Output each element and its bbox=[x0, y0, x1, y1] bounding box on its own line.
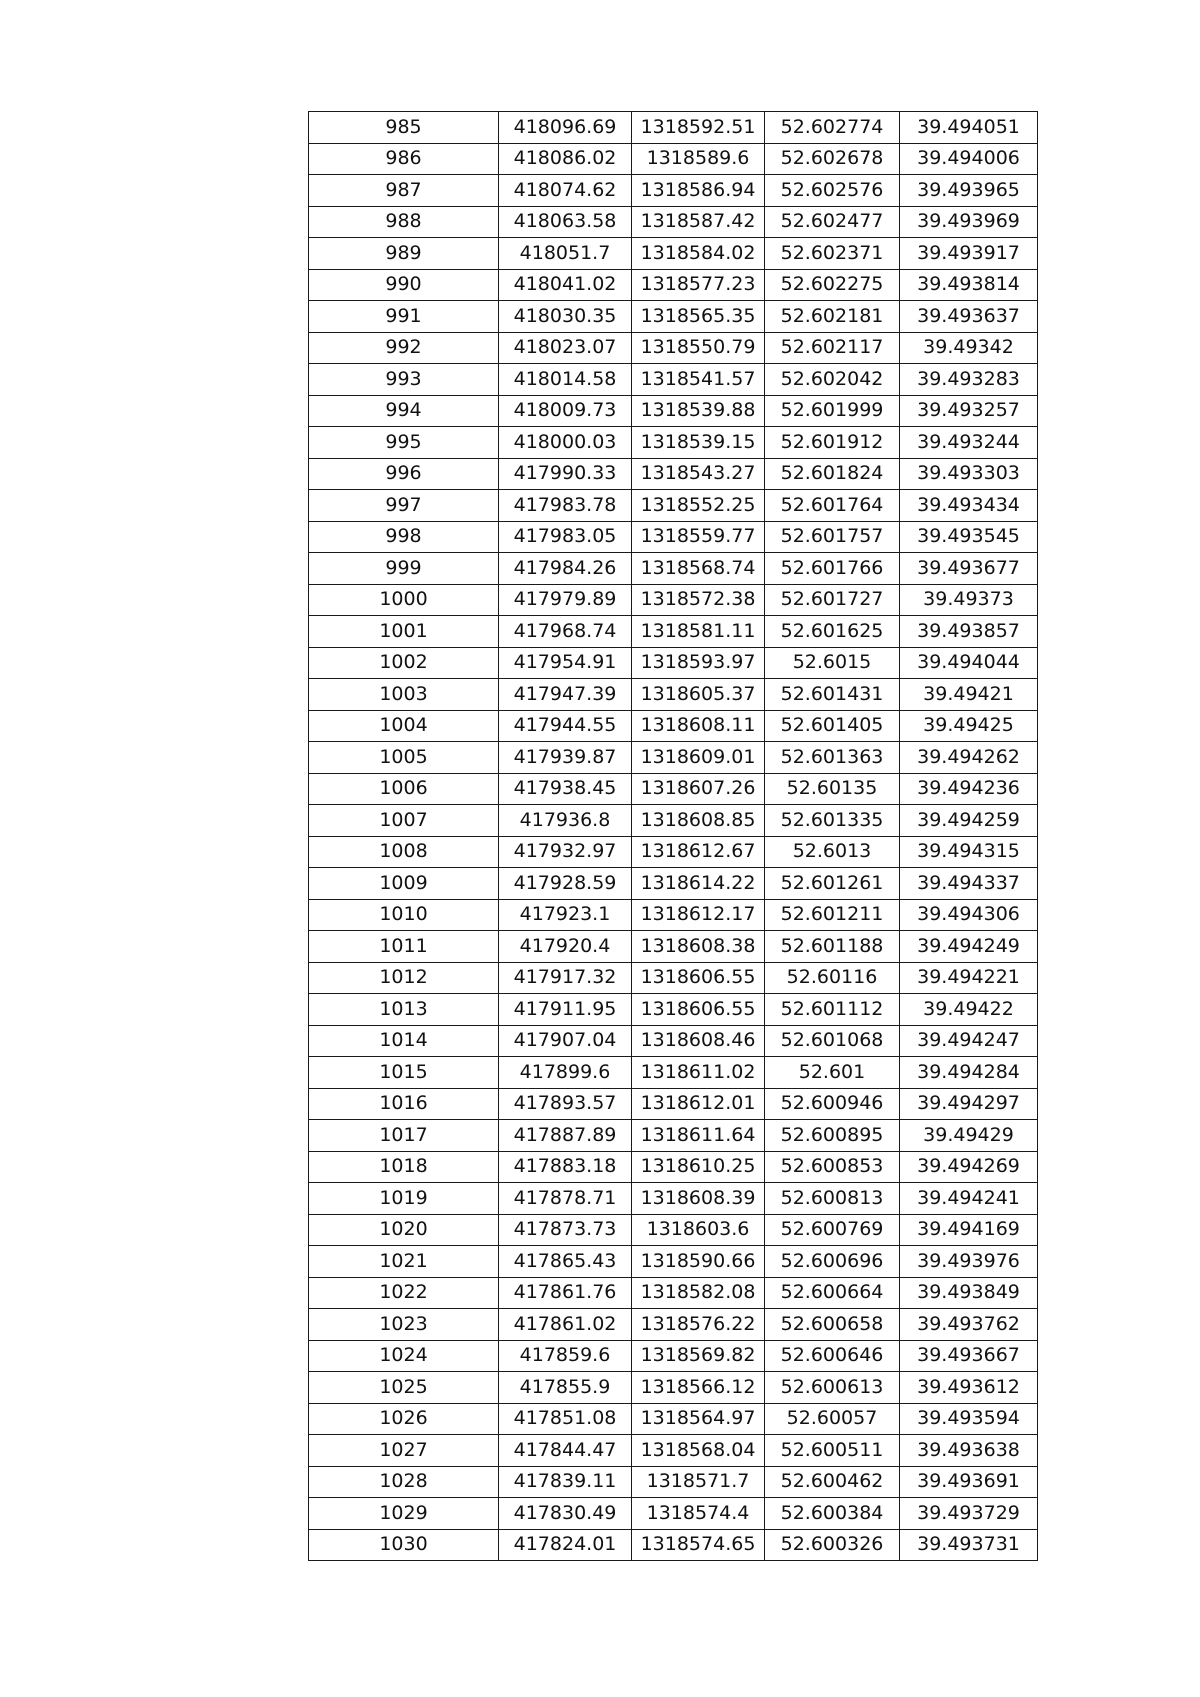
y-coordinate-cell: 1318581.11 bbox=[632, 616, 765, 648]
longitude-cell: 39.493545 bbox=[900, 521, 1038, 553]
y-coordinate-cell: 1318608.11 bbox=[632, 710, 765, 742]
point-number-cell: 990 bbox=[309, 269, 499, 301]
longitude-cell: 39.493969 bbox=[900, 206, 1038, 238]
longitude-cell: 39.494236 bbox=[900, 773, 1038, 805]
longitude-cell: 39.494221 bbox=[900, 962, 1038, 994]
point-number-cell: 991 bbox=[309, 301, 499, 333]
y-coordinate-cell: 1318608.38 bbox=[632, 931, 765, 963]
latitude-cell: 52.600853 bbox=[765, 1151, 900, 1183]
y-coordinate-cell: 1318568.74 bbox=[632, 553, 765, 585]
table-row bbox=[309, 206, 1038, 238]
y-coordinate-cell: 1318589.6 bbox=[632, 143, 765, 175]
x-coordinate-cell: 418086.02 bbox=[499, 143, 632, 175]
y-coordinate-cell: 1318606.55 bbox=[632, 994, 765, 1026]
longitude-cell: 39.494269 bbox=[900, 1151, 1038, 1183]
point-number-cell: 1020 bbox=[309, 1214, 499, 1246]
x-coordinate-cell: 417979.89 bbox=[499, 584, 632, 616]
longitude-cell: 39.493691 bbox=[900, 1466, 1038, 1498]
longitude-cell: 39.493677 bbox=[900, 553, 1038, 585]
point-number-cell: 1006 bbox=[309, 773, 499, 805]
table-row bbox=[309, 647, 1038, 679]
x-coordinate-cell: 417861.02 bbox=[499, 1309, 632, 1341]
y-coordinate-cell: 1318590.66 bbox=[632, 1246, 765, 1278]
y-coordinate-cell: 1318576.22 bbox=[632, 1309, 765, 1341]
latitude-cell: 52.601 bbox=[765, 1057, 900, 1089]
table-row bbox=[309, 742, 1038, 774]
longitude-cell: 39.493612 bbox=[900, 1372, 1038, 1404]
point-number-cell: 1000 bbox=[309, 584, 499, 616]
y-coordinate-cell: 1318571.7 bbox=[632, 1466, 765, 1498]
latitude-cell: 52.601912 bbox=[765, 427, 900, 459]
x-coordinate-cell: 417923.1 bbox=[499, 899, 632, 931]
y-coordinate-cell: 1318612.17 bbox=[632, 899, 765, 931]
latitude-cell: 52.602774 bbox=[765, 112, 900, 144]
x-coordinate-cell: 418096.69 bbox=[499, 112, 632, 144]
table-row bbox=[309, 1151, 1038, 1183]
x-coordinate-cell: 417983.78 bbox=[499, 490, 632, 522]
y-coordinate-cell: 1318582.08 bbox=[632, 1277, 765, 1309]
table-row bbox=[309, 143, 1038, 175]
longitude-cell: 39.49373 bbox=[900, 584, 1038, 616]
x-coordinate-cell: 417907.04 bbox=[499, 1025, 632, 1057]
point-number-cell: 1002 bbox=[309, 647, 499, 679]
latitude-cell: 52.601112 bbox=[765, 994, 900, 1026]
longitude-cell: 39.493731 bbox=[900, 1529, 1038, 1561]
y-coordinate-cell: 1318539.15 bbox=[632, 427, 765, 459]
y-coordinate-cell: 1318603.6 bbox=[632, 1214, 765, 1246]
latitude-cell: 52.601188 bbox=[765, 931, 900, 963]
table-row bbox=[309, 1088, 1038, 1120]
longitude-cell: 39.49421 bbox=[900, 679, 1038, 711]
table-row bbox=[309, 1435, 1038, 1467]
y-coordinate-cell: 1318608.39 bbox=[632, 1183, 765, 1215]
longitude-cell: 39.494284 bbox=[900, 1057, 1038, 1089]
longitude-cell: 39.493638 bbox=[900, 1435, 1038, 1467]
longitude-cell: 39.493976 bbox=[900, 1246, 1038, 1278]
x-coordinate-cell: 417893.57 bbox=[499, 1088, 632, 1120]
longitude-cell: 39.493244 bbox=[900, 427, 1038, 459]
longitude-cell: 39.493762 bbox=[900, 1309, 1038, 1341]
y-coordinate-cell: 1318572.38 bbox=[632, 584, 765, 616]
coordinates-table bbox=[308, 111, 1038, 1561]
longitude-cell: 39.494044 bbox=[900, 647, 1038, 679]
longitude-cell: 39.493303 bbox=[900, 458, 1038, 490]
table-row bbox=[309, 238, 1038, 270]
latitude-cell: 52.601757 bbox=[765, 521, 900, 553]
x-coordinate-cell: 418009.73 bbox=[499, 395, 632, 427]
latitude-cell: 52.600813 bbox=[765, 1183, 900, 1215]
x-coordinate-cell: 417899.6 bbox=[499, 1057, 632, 1089]
point-number-cell: 1011 bbox=[309, 931, 499, 963]
table-row bbox=[309, 1466, 1038, 1498]
point-number-cell: 1027 bbox=[309, 1435, 499, 1467]
latitude-cell: 52.602477 bbox=[765, 206, 900, 238]
y-coordinate-cell: 1318550.79 bbox=[632, 332, 765, 364]
latitude-cell: 52.601625 bbox=[765, 616, 900, 648]
table-row bbox=[309, 364, 1038, 396]
longitude-cell: 39.494262 bbox=[900, 742, 1038, 774]
latitude-cell: 52.601999 bbox=[765, 395, 900, 427]
y-coordinate-cell: 1318577.23 bbox=[632, 269, 765, 301]
x-coordinate-cell: 417873.73 bbox=[499, 1214, 632, 1246]
longitude-cell: 39.494306 bbox=[900, 899, 1038, 931]
table-row bbox=[309, 1529, 1038, 1561]
latitude-cell: 52.600895 bbox=[765, 1120, 900, 1152]
point-number-cell: 1005 bbox=[309, 742, 499, 774]
longitude-cell: 39.49429 bbox=[900, 1120, 1038, 1152]
x-coordinate-cell: 417954.91 bbox=[499, 647, 632, 679]
table-row bbox=[309, 1340, 1038, 1372]
table-row bbox=[309, 931, 1038, 963]
point-number-cell: 1021 bbox=[309, 1246, 499, 1278]
latitude-cell: 52.6013 bbox=[765, 836, 900, 868]
latitude-cell: 52.602576 bbox=[765, 175, 900, 207]
x-coordinate-cell: 417936.8 bbox=[499, 805, 632, 837]
table-row bbox=[309, 269, 1038, 301]
point-number-cell: 1009 bbox=[309, 868, 499, 900]
x-coordinate-cell: 417990.33 bbox=[499, 458, 632, 490]
point-number-cell: 1023 bbox=[309, 1309, 499, 1341]
latitude-cell: 52.600658 bbox=[765, 1309, 900, 1341]
point-number-cell: 992 bbox=[309, 332, 499, 364]
table-row bbox=[309, 112, 1038, 144]
latitude-cell: 52.600462 bbox=[765, 1466, 900, 1498]
longitude-cell: 39.494337 bbox=[900, 868, 1038, 900]
longitude-cell: 39.494006 bbox=[900, 143, 1038, 175]
table-row bbox=[309, 332, 1038, 364]
point-number-cell: 1010 bbox=[309, 899, 499, 931]
table-row bbox=[309, 1183, 1038, 1215]
latitude-cell: 52.60057 bbox=[765, 1403, 900, 1435]
latitude-cell: 52.602042 bbox=[765, 364, 900, 396]
table-row bbox=[309, 1214, 1038, 1246]
longitude-cell: 39.493257 bbox=[900, 395, 1038, 427]
latitude-cell: 52.600646 bbox=[765, 1340, 900, 1372]
x-coordinate-cell: 417920.4 bbox=[499, 931, 632, 963]
table-row bbox=[309, 1277, 1038, 1309]
y-coordinate-cell: 1318587.42 bbox=[632, 206, 765, 238]
x-coordinate-cell: 417861.76 bbox=[499, 1277, 632, 1309]
x-coordinate-cell: 417865.43 bbox=[499, 1246, 632, 1278]
point-number-cell: 1001 bbox=[309, 616, 499, 648]
y-coordinate-cell: 1318586.94 bbox=[632, 175, 765, 207]
x-coordinate-cell: 417968.74 bbox=[499, 616, 632, 648]
x-coordinate-cell: 417939.87 bbox=[499, 742, 632, 774]
table-row bbox=[309, 1372, 1038, 1404]
point-number-cell: 996 bbox=[309, 458, 499, 490]
latitude-cell: 52.601727 bbox=[765, 584, 900, 616]
y-coordinate-cell: 1318605.37 bbox=[632, 679, 765, 711]
latitude-cell: 52.601766 bbox=[765, 553, 900, 585]
table-row bbox=[309, 899, 1038, 931]
latitude-cell: 52.60135 bbox=[765, 773, 900, 805]
y-coordinate-cell: 1318568.04 bbox=[632, 1435, 765, 1467]
table-row bbox=[309, 395, 1038, 427]
point-number-cell: 1017 bbox=[309, 1120, 499, 1152]
y-coordinate-cell: 1318543.27 bbox=[632, 458, 765, 490]
point-number-cell: 999 bbox=[309, 553, 499, 585]
longitude-cell: 39.494249 bbox=[900, 931, 1038, 963]
y-coordinate-cell: 1318569.82 bbox=[632, 1340, 765, 1372]
longitude-cell: 39.494297 bbox=[900, 1088, 1038, 1120]
x-coordinate-cell: 417844.47 bbox=[499, 1435, 632, 1467]
x-coordinate-cell: 417887.89 bbox=[499, 1120, 632, 1152]
table-row bbox=[309, 175, 1038, 207]
table-row bbox=[309, 584, 1038, 616]
point-number-cell: 994 bbox=[309, 395, 499, 427]
x-coordinate-cell: 418051.7 bbox=[499, 238, 632, 270]
table-row bbox=[309, 553, 1038, 585]
longitude-cell: 39.493729 bbox=[900, 1498, 1038, 1530]
latitude-cell: 52.601824 bbox=[765, 458, 900, 490]
point-number-cell: 1016 bbox=[309, 1088, 499, 1120]
y-coordinate-cell: 1318574.65 bbox=[632, 1529, 765, 1561]
y-coordinate-cell: 1318608.46 bbox=[632, 1025, 765, 1057]
y-coordinate-cell: 1318566.12 bbox=[632, 1372, 765, 1404]
y-coordinate-cell: 1318610.25 bbox=[632, 1151, 765, 1183]
table-row bbox=[309, 773, 1038, 805]
point-number-cell: 1013 bbox=[309, 994, 499, 1026]
longitude-cell: 39.493814 bbox=[900, 269, 1038, 301]
latitude-cell: 52.602117 bbox=[765, 332, 900, 364]
latitude-cell: 52.601363 bbox=[765, 742, 900, 774]
point-number-cell: 1004 bbox=[309, 710, 499, 742]
x-coordinate-cell: 418014.58 bbox=[499, 364, 632, 396]
table-row bbox=[309, 301, 1038, 333]
y-coordinate-cell: 1318612.01 bbox=[632, 1088, 765, 1120]
longitude-cell: 39.49342 bbox=[900, 332, 1038, 364]
y-coordinate-cell: 1318606.55 bbox=[632, 962, 765, 994]
longitude-cell: 39.49425 bbox=[900, 710, 1038, 742]
y-coordinate-cell: 1318559.77 bbox=[632, 521, 765, 553]
x-coordinate-cell: 417932.97 bbox=[499, 836, 632, 868]
longitude-cell: 39.494169 bbox=[900, 1214, 1038, 1246]
point-number-cell: 988 bbox=[309, 206, 499, 238]
y-coordinate-cell: 1318611.02 bbox=[632, 1057, 765, 1089]
x-coordinate-cell: 418000.03 bbox=[499, 427, 632, 459]
y-coordinate-cell: 1318609.01 bbox=[632, 742, 765, 774]
latitude-cell: 52.600769 bbox=[765, 1214, 900, 1246]
latitude-cell: 52.601405 bbox=[765, 710, 900, 742]
table-row bbox=[309, 836, 1038, 868]
x-coordinate-cell: 417984.26 bbox=[499, 553, 632, 585]
longitude-cell: 39.493965 bbox=[900, 175, 1038, 207]
table-row bbox=[309, 805, 1038, 837]
point-number-cell: 1012 bbox=[309, 962, 499, 994]
x-coordinate-cell: 418030.35 bbox=[499, 301, 632, 333]
x-coordinate-cell: 417855.9 bbox=[499, 1372, 632, 1404]
latitude-cell: 52.600326 bbox=[765, 1529, 900, 1561]
x-coordinate-cell: 417851.08 bbox=[499, 1403, 632, 1435]
longitude-cell: 39.494051 bbox=[900, 112, 1038, 144]
table-row bbox=[309, 710, 1038, 742]
point-number-cell: 1029 bbox=[309, 1498, 499, 1530]
y-coordinate-cell: 1318612.67 bbox=[632, 836, 765, 868]
x-coordinate-cell: 417944.55 bbox=[499, 710, 632, 742]
table-row bbox=[309, 962, 1038, 994]
latitude-cell: 52.600384 bbox=[765, 1498, 900, 1530]
y-coordinate-cell: 1318611.64 bbox=[632, 1120, 765, 1152]
point-number-cell: 985 bbox=[309, 112, 499, 144]
table-row bbox=[309, 458, 1038, 490]
x-coordinate-cell: 417839.11 bbox=[499, 1466, 632, 1498]
y-coordinate-cell: 1318564.97 bbox=[632, 1403, 765, 1435]
x-coordinate-cell: 417824.01 bbox=[499, 1529, 632, 1561]
y-coordinate-cell: 1318541.57 bbox=[632, 364, 765, 396]
table-row bbox=[309, 616, 1038, 648]
latitude-cell: 52.601261 bbox=[765, 868, 900, 900]
point-number-cell: 1028 bbox=[309, 1466, 499, 1498]
x-coordinate-cell: 418041.02 bbox=[499, 269, 632, 301]
y-coordinate-cell: 1318552.25 bbox=[632, 490, 765, 522]
table-row bbox=[309, 679, 1038, 711]
point-number-cell: 1018 bbox=[309, 1151, 499, 1183]
longitude-cell: 39.493667 bbox=[900, 1340, 1038, 1372]
latitude-cell: 52.600664 bbox=[765, 1277, 900, 1309]
latitude-cell: 52.601335 bbox=[765, 805, 900, 837]
x-coordinate-cell: 418023.07 bbox=[499, 332, 632, 364]
table-row bbox=[309, 1498, 1038, 1530]
point-number-cell: 1025 bbox=[309, 1372, 499, 1404]
table-row bbox=[309, 1120, 1038, 1152]
x-coordinate-cell: 417947.39 bbox=[499, 679, 632, 711]
table-row bbox=[309, 490, 1038, 522]
x-coordinate-cell: 417911.95 bbox=[499, 994, 632, 1026]
x-coordinate-cell: 418063.58 bbox=[499, 206, 632, 238]
point-number-cell: 998 bbox=[309, 521, 499, 553]
latitude-cell: 52.6015 bbox=[765, 647, 900, 679]
y-coordinate-cell: 1318574.4 bbox=[632, 1498, 765, 1530]
x-coordinate-cell: 417938.45 bbox=[499, 773, 632, 805]
table-row bbox=[309, 521, 1038, 553]
table-row bbox=[309, 1309, 1038, 1341]
x-coordinate-cell: 417859.6 bbox=[499, 1340, 632, 1372]
y-coordinate-cell: 1318584.02 bbox=[632, 238, 765, 270]
x-coordinate-cell: 417928.59 bbox=[499, 868, 632, 900]
point-number-cell: 987 bbox=[309, 175, 499, 207]
latitude-cell: 52.602371 bbox=[765, 238, 900, 270]
point-number-cell: 1022 bbox=[309, 1277, 499, 1309]
longitude-cell: 39.493857 bbox=[900, 616, 1038, 648]
point-number-cell: 989 bbox=[309, 238, 499, 270]
longitude-cell: 39.494247 bbox=[900, 1025, 1038, 1057]
table-row bbox=[309, 1025, 1038, 1057]
y-coordinate-cell: 1318607.26 bbox=[632, 773, 765, 805]
y-coordinate-cell: 1318593.97 bbox=[632, 647, 765, 679]
table-row bbox=[309, 427, 1038, 459]
x-coordinate-cell: 417917.32 bbox=[499, 962, 632, 994]
longitude-cell: 39.493594 bbox=[900, 1403, 1038, 1435]
latitude-cell: 52.602275 bbox=[765, 269, 900, 301]
table-row bbox=[309, 1246, 1038, 1278]
latitude-cell: 52.600696 bbox=[765, 1246, 900, 1278]
latitude-cell: 52.602678 bbox=[765, 143, 900, 175]
point-number-cell: 1008 bbox=[309, 836, 499, 868]
latitude-cell: 52.600946 bbox=[765, 1088, 900, 1120]
longitude-cell: 39.493917 bbox=[900, 238, 1038, 270]
point-number-cell: 1030 bbox=[309, 1529, 499, 1561]
point-number-cell: 1014 bbox=[309, 1025, 499, 1057]
latitude-cell: 52.601431 bbox=[765, 679, 900, 711]
table-row bbox=[309, 994, 1038, 1026]
point-number-cell: 1007 bbox=[309, 805, 499, 837]
point-number-cell: 995 bbox=[309, 427, 499, 459]
longitude-cell: 39.493434 bbox=[900, 490, 1038, 522]
longitude-cell: 39.493283 bbox=[900, 364, 1038, 396]
y-coordinate-cell: 1318592.51 bbox=[632, 112, 765, 144]
longitude-cell: 39.493637 bbox=[900, 301, 1038, 333]
latitude-cell: 52.602181 bbox=[765, 301, 900, 333]
latitude-cell: 52.600511 bbox=[765, 1435, 900, 1467]
point-number-cell: 1026 bbox=[309, 1403, 499, 1435]
table-row bbox=[309, 1403, 1038, 1435]
point-number-cell: 1015 bbox=[309, 1057, 499, 1089]
table-row bbox=[309, 868, 1038, 900]
x-coordinate-cell: 418074.62 bbox=[499, 175, 632, 207]
y-coordinate-cell: 1318539.88 bbox=[632, 395, 765, 427]
x-coordinate-cell: 417983.05 bbox=[499, 521, 632, 553]
longitude-cell: 39.494241 bbox=[900, 1183, 1038, 1215]
y-coordinate-cell: 1318565.35 bbox=[632, 301, 765, 333]
latitude-cell: 52.601068 bbox=[765, 1025, 900, 1057]
point-number-cell: 1024 bbox=[309, 1340, 499, 1372]
point-number-cell: 1019 bbox=[309, 1183, 499, 1215]
latitude-cell: 52.600613 bbox=[765, 1372, 900, 1404]
y-coordinate-cell: 1318608.85 bbox=[632, 805, 765, 837]
point-number-cell: 986 bbox=[309, 143, 499, 175]
longitude-cell: 39.49422 bbox=[900, 994, 1038, 1026]
table-row bbox=[309, 1057, 1038, 1089]
point-number-cell: 997 bbox=[309, 490, 499, 522]
point-number-cell: 993 bbox=[309, 364, 499, 396]
x-coordinate-cell: 417883.18 bbox=[499, 1151, 632, 1183]
x-coordinate-cell: 417878.71 bbox=[499, 1183, 632, 1215]
longitude-cell: 39.494315 bbox=[900, 836, 1038, 868]
latitude-cell: 52.60116 bbox=[765, 962, 900, 994]
latitude-cell: 52.601764 bbox=[765, 490, 900, 522]
point-number-cell: 1003 bbox=[309, 679, 499, 711]
x-coordinate-cell: 417830.49 bbox=[499, 1498, 632, 1530]
longitude-cell: 39.493849 bbox=[900, 1277, 1038, 1309]
y-coordinate-cell: 1318614.22 bbox=[632, 868, 765, 900]
latitude-cell: 52.601211 bbox=[765, 899, 900, 931]
longitude-cell: 39.494259 bbox=[900, 805, 1038, 837]
coordinates-table-body bbox=[309, 112, 1038, 1561]
